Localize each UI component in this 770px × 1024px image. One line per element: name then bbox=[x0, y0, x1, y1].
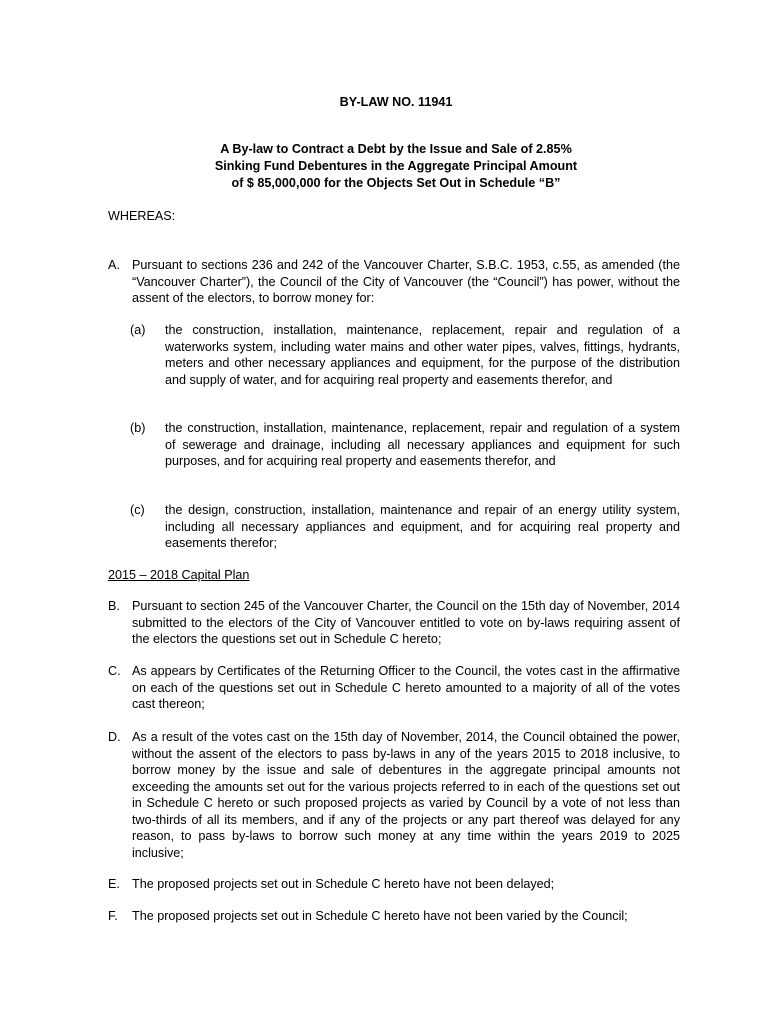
sub-item-label: (b) bbox=[130, 421, 146, 435]
recital-text: As appears by Certificates of the Returning Officer to the Council, the votes cast in the affirmative on each of the questions set out in Schedule C hereto amounted to a majority of all of the votes cast thereon; bbox=[132, 664, 680, 711]
recital-letter: D. bbox=[108, 730, 121, 744]
sub-item-a bbox=[130, 322, 680, 388]
recital-text: The proposed projects set out in Schedule C hereto have not been delayed; bbox=[132, 877, 555, 891]
title-line: A By-law to Contract a Debt by the Issue and Sale of 2.85% bbox=[220, 142, 572, 156]
sub-item-c bbox=[130, 502, 680, 552]
recital-a bbox=[108, 257, 680, 307]
sub-item-text: the construction, installation, maintenance, replacement, repair and regulation of a system of sewerage and drainage, including all necessary appliances and equipment for such purposes, and for acquiring real property and easements therefor, and bbox=[165, 421, 680, 468]
recital-text: Pursuant to section 245 of the Vancouver Charter, the Council on the 15th day of November, 2014 submitted to the electors of the City of Vancouver entitled to vote on by-laws requiring assent of the electors the questions set out in Schedule C hereto; bbox=[132, 599, 680, 646]
recital-letter: F. bbox=[108, 909, 118, 923]
sub-item-label: (c) bbox=[130, 503, 145, 517]
recital-b bbox=[108, 598, 680, 648]
whereas-label: WHEREAS: bbox=[108, 209, 176, 223]
sub-item-label: (a) bbox=[130, 323, 146, 337]
recital-letter: E. bbox=[108, 877, 120, 891]
capital-plan-heading: 2015 – 2018 Capital Plan bbox=[108, 568, 250, 582]
sub-item-text: the construction, installation, maintenance, replacement, repair and regulation of a waterworks system, including water mains and other water pipes, valves, fittings, hydrants, meters and other necessary appliances and equipment, for the purpose of the distribution and supply of water, and for acquiring real property and easements therefor, and bbox=[165, 323, 680, 387]
recital-text: Pursuant to sections 236 and 242 of the Vancouver Charter, S.B.C. 1953, c.55, as amended (the “Vancouver Charter”), the Council of the City of Vancouver (the “Council”) has power, without the assent of the electors, to borrow money for: bbox=[132, 258, 680, 305]
recital-e bbox=[108, 876, 680, 893]
sub-item-b bbox=[130, 420, 680, 470]
recital-letter: A. bbox=[108, 258, 120, 272]
title-line: of $ 85,000,000 for the Objects Set Out in Schedule “B” bbox=[231, 176, 561, 190]
recital-f bbox=[108, 908, 680, 925]
title-line: Sinking Fund Debentures in the Aggregate Principal Amount bbox=[214, 159, 578, 173]
recital-d bbox=[108, 729, 680, 861]
recital-letter: C. bbox=[108, 664, 121, 678]
recital-text: The proposed projects set out in Schedule C hereto have not been varied by the Council; bbox=[132, 909, 628, 923]
bylaw-number: BY-LAW NO. 11941 bbox=[339, 95, 453, 109]
sub-item-text: the design, construction, installation, maintenance and repair of an energy utility system, including all necessary appliances and equipment, and for acquiring real property and easements therefor; bbox=[165, 503, 680, 550]
recital-letter: B. bbox=[108, 599, 120, 613]
recital-text: As a result of the votes cast on the 15th day of November, 2014, the Council obtained the power, without the assent of the electors to pass by-laws in any of the years 2015 to 2018 inclusive, to borrow money by the issue and sale of debentures in the aggregate principal amounts not exceeding the amounts set out for the various projects referred to in each of the questions set out in Schedule C hereto or such proposed projects as varied by Council by a vote of not less than two-thirds of all its members, and if any of the projects or any part thereof was delayed for any reason, to pass by-laws to borrow such money at any time within the years 2019 to 2025 inclusive; bbox=[132, 730, 680, 860]
recital-c bbox=[108, 663, 680, 713]
bylaw-title bbox=[0, 141, 770, 192]
